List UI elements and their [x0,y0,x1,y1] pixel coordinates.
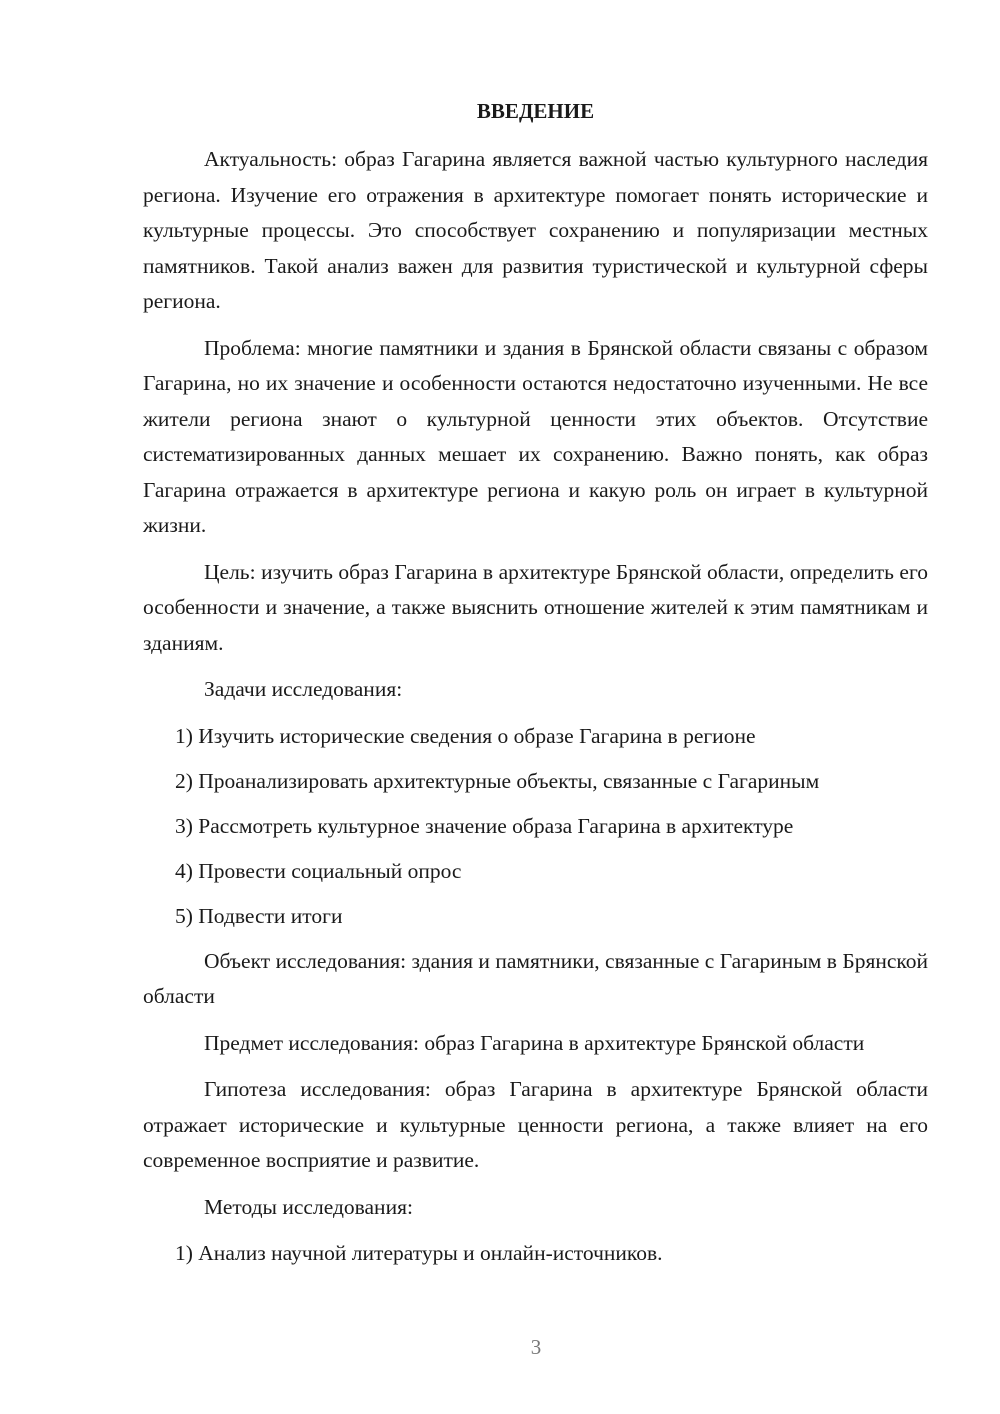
relevance-paragraph: Актуальность: образ Гагарина является важной частью культурного наследия региона. Изучение его отражения в архитектуре помогает понять исторические и культурные процессы. Это способствует сохранению и популяризации местных памятников. Такой анализ важен для развития туристической и культурной сферы региона. [143,147,928,313]
task-item-5: 5) Подвести итоги [175,903,343,928]
task-item-1: 1) Изучить исторические сведения о образе Гагарина в регионе [175,723,756,748]
tasks-heading: Задачи исследования: [204,677,403,701]
task-item-3: 3) Рассмотреть культурное значение образа Гагарина в архитектуре [175,813,794,838]
document-page [143,94,928,1281]
goal-paragraph: Цель: изучить образ Гагарина в архитектуре Брянской области, определить его особенности и значение, а также выяснить отношение жителей к этим памятникам и зданиям. [143,559,928,655]
method-item-1: 1) Анализ научной литературы и онлайн-источников. [175,1241,663,1265]
problem-paragraph: Проблема: многие памятники и здания в Брянской области связаны с образом Гагарина, но их значение и особенности остаются недостаточно изученными. Не все жители региона знают о культурной ценности этих объектов. Отсутствие систематизированных данных мешает их сохранению. Важно понять, как образ Гагарина отражается в архитектуре региона и какую роль он играет в культурной жизни. [143,335,928,537]
task-item-4: 4) Провести социальный опрос [175,858,462,883]
object-paragraph: Объект исследования: здания и памятники, связанные с Гагариным в Брянской области [143,948,928,1008]
task-item-2: 2) Проанализировать архитектурные объекты, связанные с Гагариным [175,768,820,793]
hypothesis-paragraph: Гипотеза исследования: образ Гагарина в архитектуре Брянской области отражает исторические и культурные ценности региона, а также влияет на его современное восприятие и развитие. [143,1077,928,1172]
methods-heading: Методы исследования: [204,1194,413,1219]
page-number: 3 [530,1335,542,1359]
section-title: ВВЕДЕНИЕ [476,99,595,123]
subject-paragraph: Предмет исследования: образ Гагарина в архитектуре Брянской области [204,1030,865,1055]
